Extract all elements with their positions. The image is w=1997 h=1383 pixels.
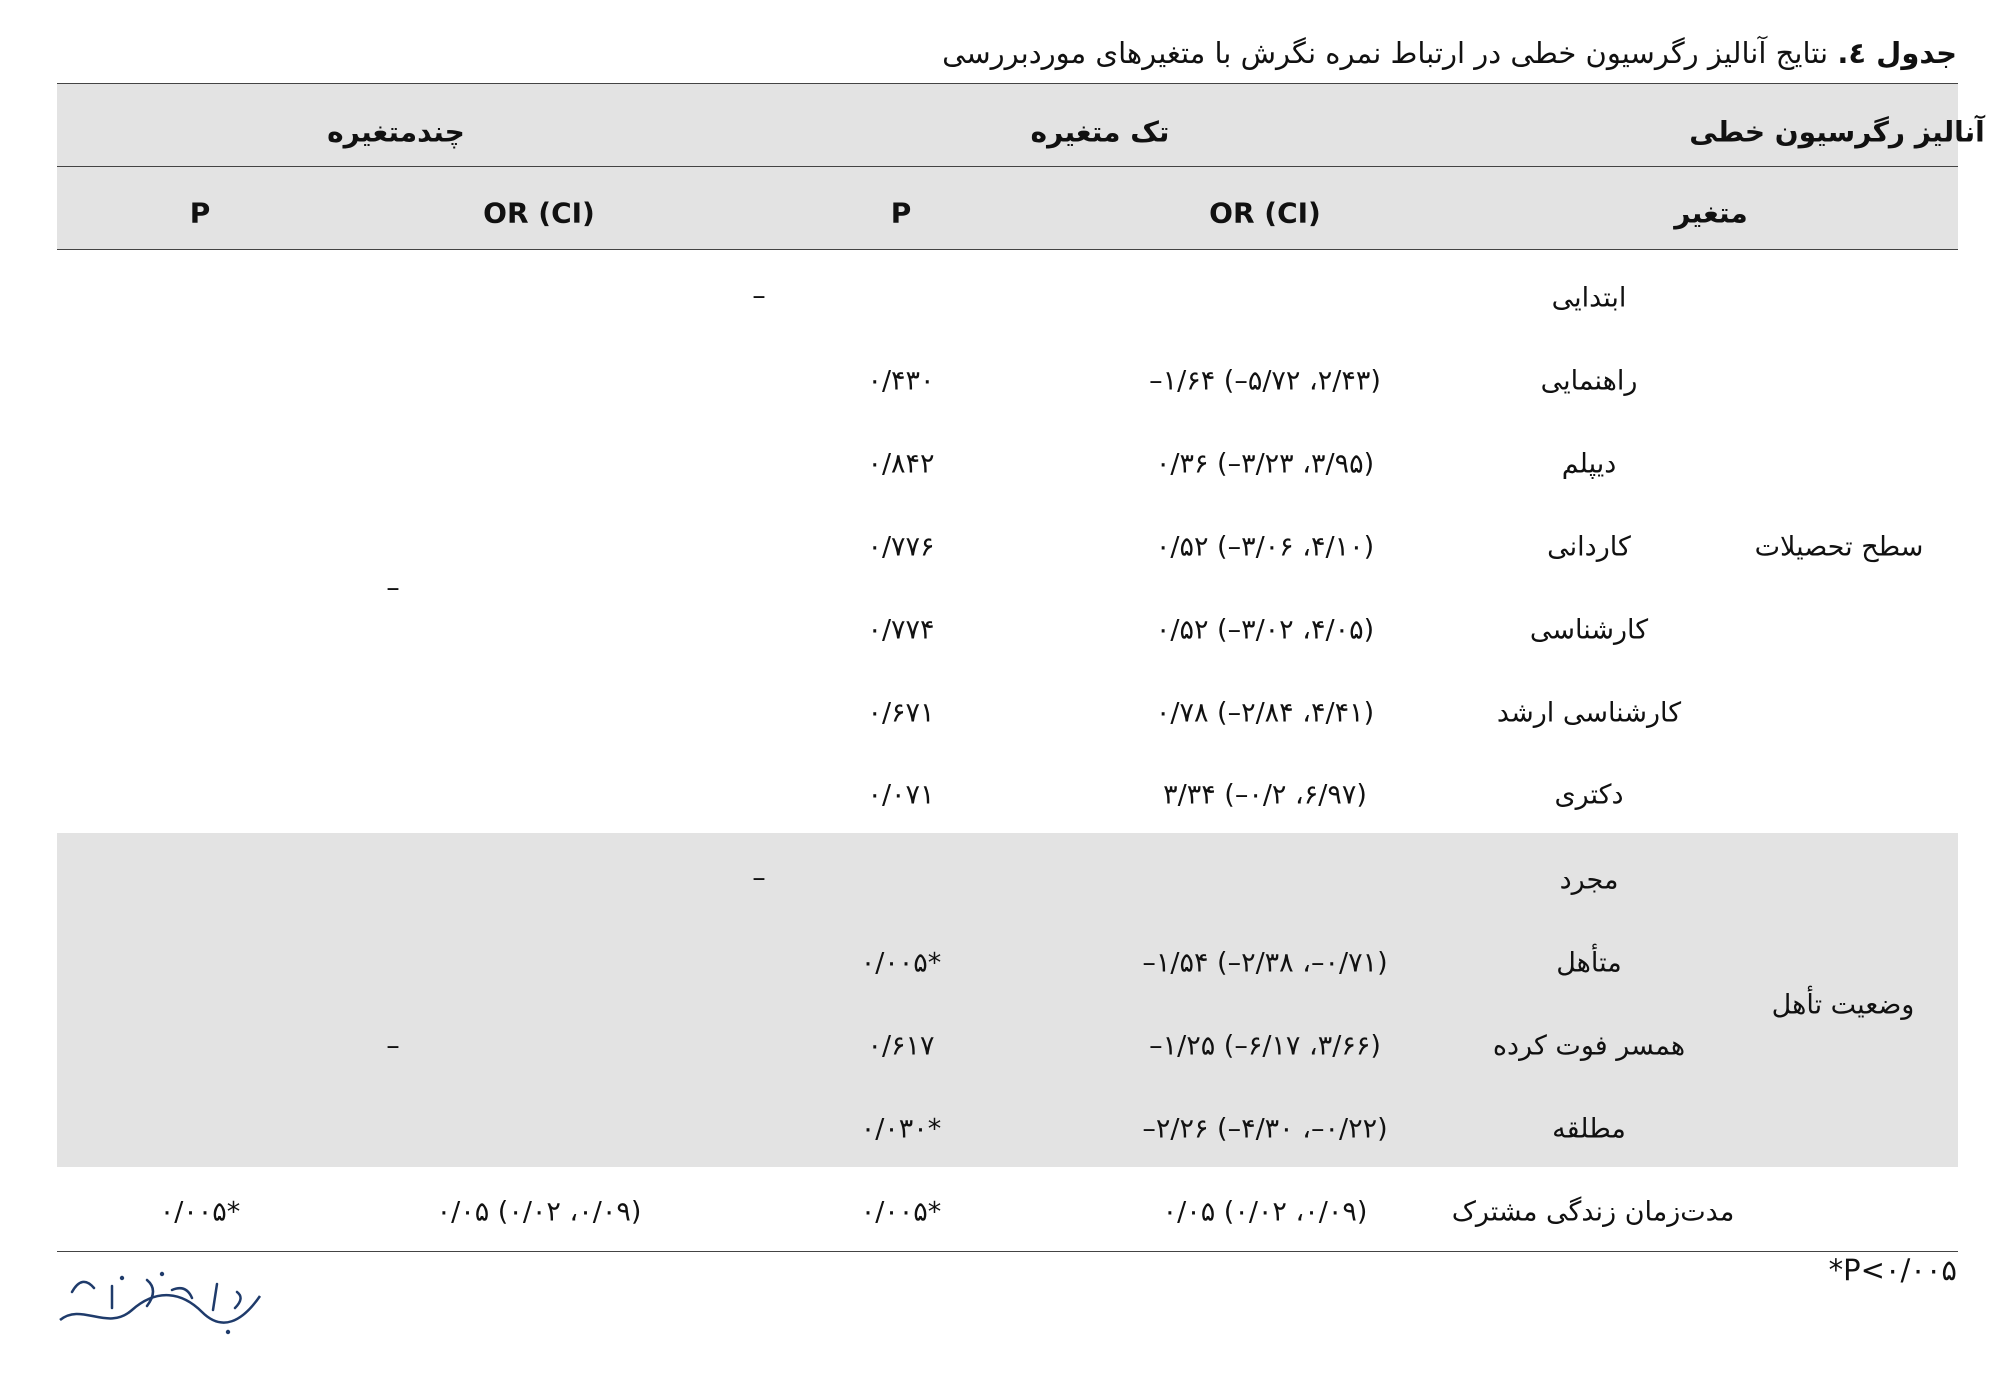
- uni-or-value: (۰/۷۱–، ۲/۳۸–) ۱/۵۴–: [1142, 947, 1388, 979]
- caption-text: نتایج آنالیز رگرسیون خطی در ارتباط نمره نگرش با متغیرهای موردبررسی: [942, 36, 1829, 70]
- bottom-rule: [57, 1251, 1958, 1252]
- caption-label: جدول ٤.: [1837, 36, 1957, 70]
- uni-or-value: (۴/۴۱، ۲/۸۴–) ۰/۷۸: [1155, 697, 1375, 729]
- uni-p-value: *۰/۰۰۵: [860, 947, 942, 979]
- uni-p-value: *۰/۰۰۵: [860, 1196, 942, 1228]
- uni-p-value: ۰/۶۷۱: [867, 697, 935, 729]
- uni-or-value: (۶/۹۷، ۰/۲–) ۳/۳۴: [1163, 779, 1367, 811]
- uni-p-value: *۰/۰۳۰: [860, 1113, 942, 1145]
- header-uni-p: P: [890, 196, 912, 230]
- header-analysis: آنالیز رگرسیون خطی: [1689, 115, 1985, 149]
- row-label: کارشناسی ارشد: [1496, 697, 1682, 729]
- uni-or-value: (۰/۲۲–، ۴/۳۰–) ۲/۲۶–: [1142, 1113, 1388, 1145]
- reference-dash: –: [752, 280, 766, 312]
- header-uni-or: OR (CI): [1209, 196, 1321, 230]
- marital-band: [57, 833, 1958, 1167]
- row-label: مجرد: [1559, 864, 1619, 896]
- header-univariate: تک متغیره: [1030, 115, 1170, 149]
- header-mid-rule: [57, 166, 1958, 167]
- row-label: دیپلم: [1561, 448, 1617, 480]
- header-variable: متغیر: [1674, 196, 1748, 230]
- row-label: مدت‌زمان زندگی مشترک: [1451, 1196, 1735, 1228]
- journal-logo-mark: [52, 1262, 267, 1342]
- reference-dash: –: [752, 862, 766, 894]
- row-label: متأهل: [1556, 947, 1622, 979]
- uni-or-value: (۴/۰۵، ۳/۰۲–) ۰/۵۲: [1155, 614, 1375, 646]
- group-name: وضعیت تأهل: [1771, 989, 1915, 1021]
- table-caption: [942, 36, 1957, 70]
- multi-or-value: (۰/۰۹، ۰/۰۲) ۰/۰۵: [436, 1196, 642, 1228]
- row-label: مطلقه: [1552, 1113, 1626, 1145]
- uni-or-value: (۰/۰۹، ۰/۰۲) ۰/۰۵: [1162, 1196, 1368, 1228]
- multi-placeholder: –: [386, 572, 400, 604]
- uni-p-value: ۰/۴۳۰: [867, 365, 935, 397]
- multi-placeholder: –: [386, 1030, 400, 1062]
- header-multivariate: چندمتغیره: [327, 115, 465, 149]
- uni-p-value: ۰/۰۷۱: [867, 779, 935, 811]
- group-name: سطح تحصیلات: [1754, 531, 1924, 563]
- row-label: کاردانی: [1547, 531, 1631, 563]
- uni-or-value: (۲/۴۳، ۵/۷۲–) ۱/۶۴–: [1149, 365, 1381, 397]
- header-multi-p: P: [189, 196, 211, 230]
- uni-or-value: (۳/۶۶، ۶/۱۷–) ۱/۲۵–: [1149, 1030, 1381, 1062]
- header-multi-or: OR (CI): [483, 196, 595, 230]
- multi-p-value: *۰/۰۰۵: [159, 1196, 241, 1228]
- row-label: راهنمایی: [1540, 365, 1638, 397]
- uni-or-value: (۳/۹۵، ۳/۲۳–) ۰/۳۶: [1155, 448, 1375, 480]
- journal-logo: [52, 1262, 267, 1342]
- header-bottom-rule: [57, 249, 1958, 250]
- row-label: همسر فوت کرده: [1492, 1030, 1686, 1062]
- row-label: ابتدایی: [1551, 282, 1627, 314]
- footnote: *P<۰/۰۰۵: [1828, 1253, 1957, 1287]
- uni-p-value: ۰/۸۴۲: [867, 448, 935, 480]
- uni-p-value: ۰/۷۷۶: [867, 531, 935, 563]
- row-label: کارشناسی: [1529, 614, 1649, 646]
- row-label: دکتری: [1554, 779, 1624, 811]
- top-rule: [57, 83, 1958, 84]
- uni-p-value: ۰/۷۷۴: [867, 614, 935, 646]
- uni-or-value: (۴/۱۰، ۳/۰۶–) ۰/۵۲: [1155, 531, 1375, 563]
- uni-p-value: ۰/۶۱۷: [867, 1030, 935, 1062]
